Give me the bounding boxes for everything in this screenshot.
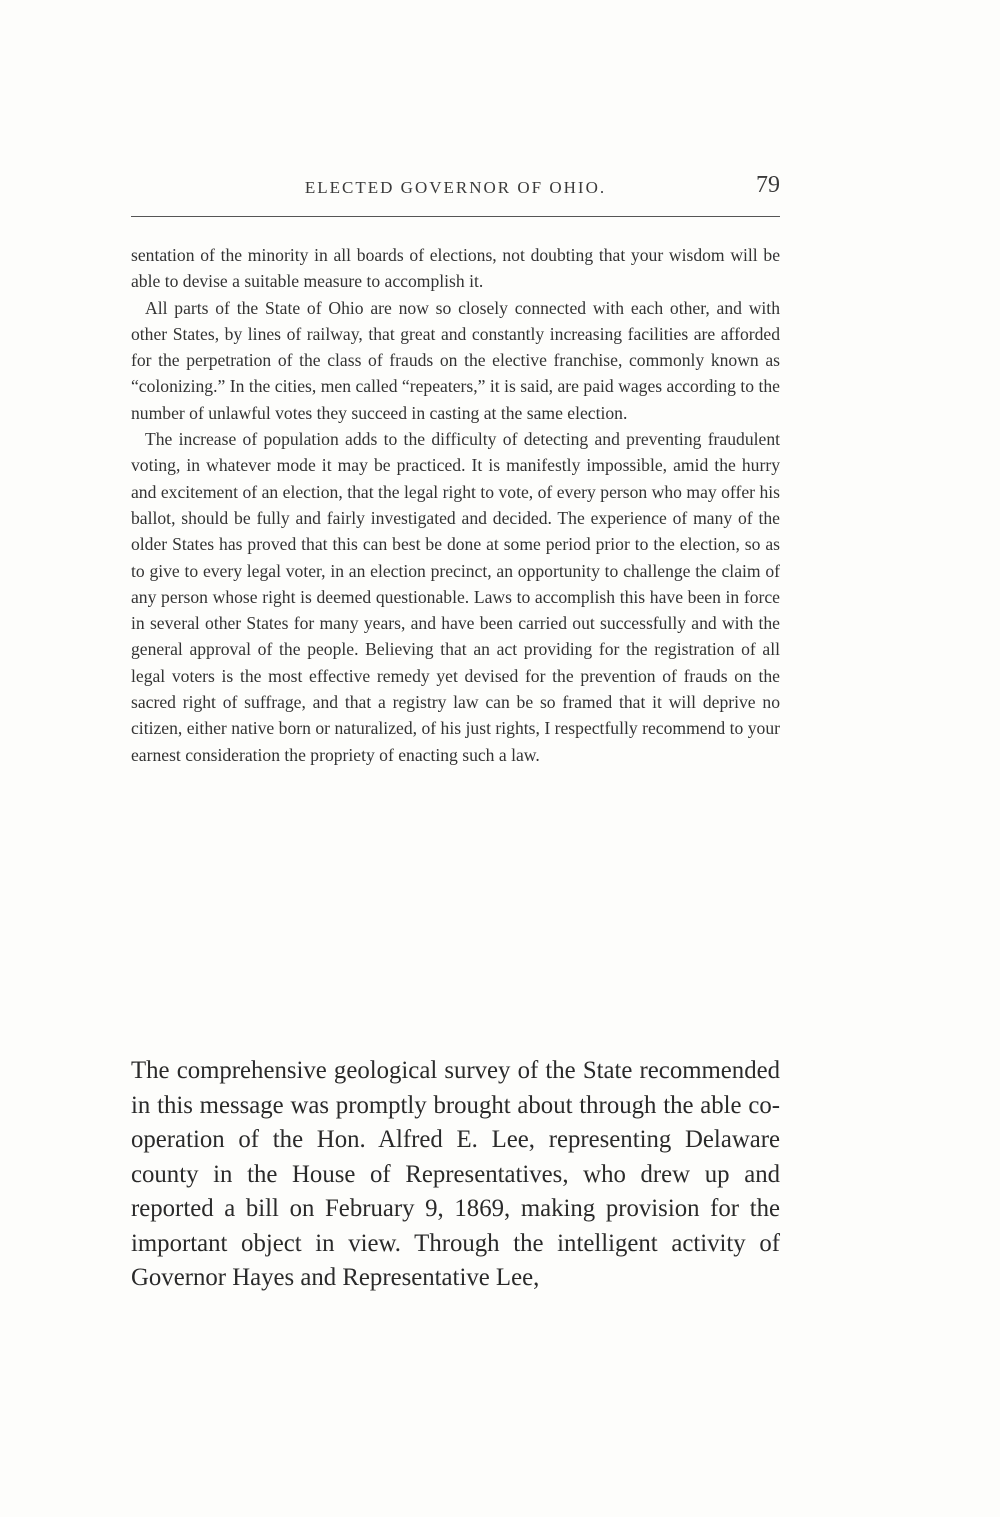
- running-head: [131, 172, 780, 202]
- quoted-message-text: [131, 242, 780, 768]
- running-title: ELECTED GOVERNOR OF OHIO.: [304, 178, 607, 197]
- narrative-text: [131, 1054, 780, 1296]
- narrative-paragraph: The comprehensive geological survey of the State recommended in this message was promptly brought about through the able co-operation of the Hon. Alfred E. Lee, representing Delaware county in the House of Representatives, who drew up and reported a bill on February 9, 1869, making provision for the important object in view. Through the intelligent activity of Governor Hayes and Representative Lee,: [131, 1057, 780, 1291]
- quoted-paragraph-2: All parts of the State of Ohio are now so closely connected with each other, and with other States, by lines of railway, that great and constantly increasing facilities are afforded for the perpetration of the class of frauds on the elective franchise, commonly known as “colonizing.” In the cities, men called “repeaters,” it is said, are paid wages according to the number of unlawful votes they succeed in casting at the same election.: [131, 297, 780, 423]
- quoted-paragraph-1: sentation of the minority in all boards of elections, not doubting that your wisdom will be able to devise a suitable measure to accomplish it.: [131, 245, 780, 292]
- page-number: 79: [756, 172, 780, 198]
- header-rule: [131, 216, 780, 217]
- quoted-paragraph-3: The increase of population adds to the difficulty of detecting and preventing fraudulent voting, in whatever mode it may be practiced. It is manifestly impossible, amid the hurry and excitement of an election, that the legal right to vote, of every person who may offer his ballot, should be fully and fairly investigated and decided. The experience of many of the older States has proved that this can best be done at some period prior to the election, so as to give to every legal voter, in an election precinct, an opportunity to challenge the claim of any person whose right is deemed questionable. Laws to accomplish this have been in force in several other States for many years, and have been carried out successfully and with the general approval of the people. Believing that an act providing for the registration of all legal voters is the most effective remedy yet devised for the prevention of frauds on the sacred right of suffrage, and that a registry law can be so framed that it will deprive no citizen, either native born or naturalized, of his just rights, I respectfully recommend to your earnest consideration the propriety of enacting such a law.: [131, 429, 780, 765]
